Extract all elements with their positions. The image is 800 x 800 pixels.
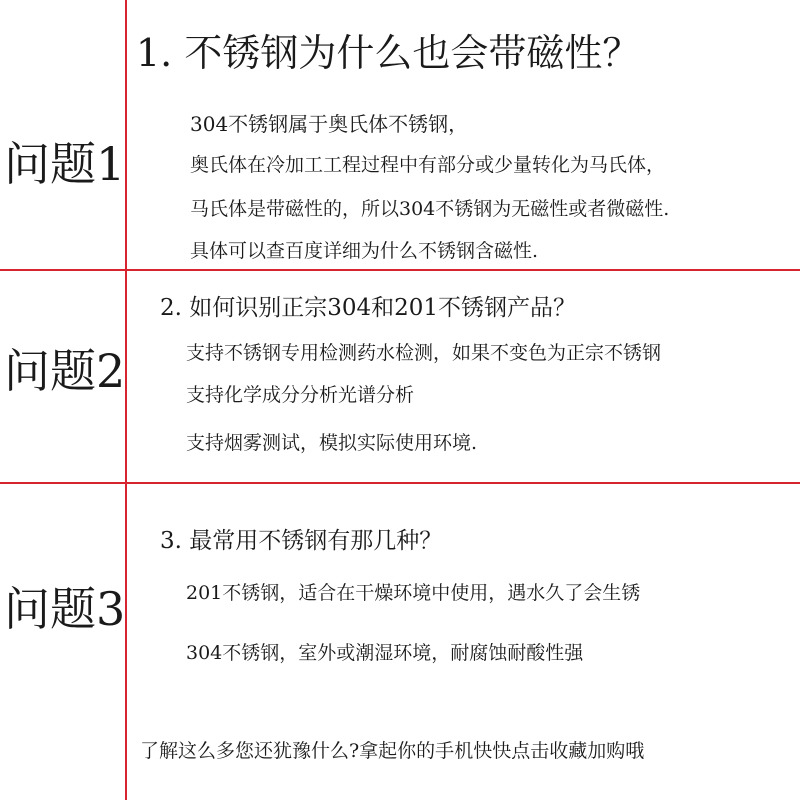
answer-line-1-1: 304不锈钢属于奥氏体不锈钢， xyxy=(190,112,469,136)
answer-line-3-2: 304不锈钢，室外或潮湿环境，耐腐蚀耐酸性强 xyxy=(186,642,584,664)
vertical-divider xyxy=(125,0,127,800)
question-label-2: 问题2 xyxy=(4,344,126,398)
answer-line-2-2: 支持化学成分分析光谱分析 xyxy=(186,384,415,406)
question-title-2: 2. 如何识别正宗304和201不锈钢产品？ xyxy=(160,295,577,321)
answer-line-3-1: 201不锈钢，适合在干燥环境中使用，遇水久了会生锈 xyxy=(186,582,641,604)
answer-line-2-1: 支持不锈钢专用检测药水检测，如果不变色为正宗不锈钢 xyxy=(186,342,662,364)
section-divider-2 xyxy=(0,482,800,484)
question-title-1: 1. 不锈钢为什么也会带磁性？ xyxy=(136,31,641,75)
section-divider-1 xyxy=(0,269,800,271)
answer-line-1-3: 马氏体是带磁性的，所以304不锈钢为无磁性或者微磁性. xyxy=(190,198,670,220)
answer-line-1-2: 奥氏体在冷加工工程过程中有部分或少量转化为马氏体， xyxy=(190,154,666,176)
footer-note: 了解这么多您还犹豫什么?拿起你的手机快快点击收藏加购哦 xyxy=(140,740,645,762)
answer-line-1-4: 具体可以查百度详细为什么不锈钢含磁性. xyxy=(190,240,539,262)
answer-line-2-3: 支持烟雾测试，模拟实际使用环境. xyxy=(186,432,478,454)
question-title-3: 3. 最常用不锈钢有那几种？ xyxy=(160,528,443,554)
question-label-3: 问题3 xyxy=(4,582,126,636)
question-label-1: 问题1 xyxy=(4,137,126,191)
